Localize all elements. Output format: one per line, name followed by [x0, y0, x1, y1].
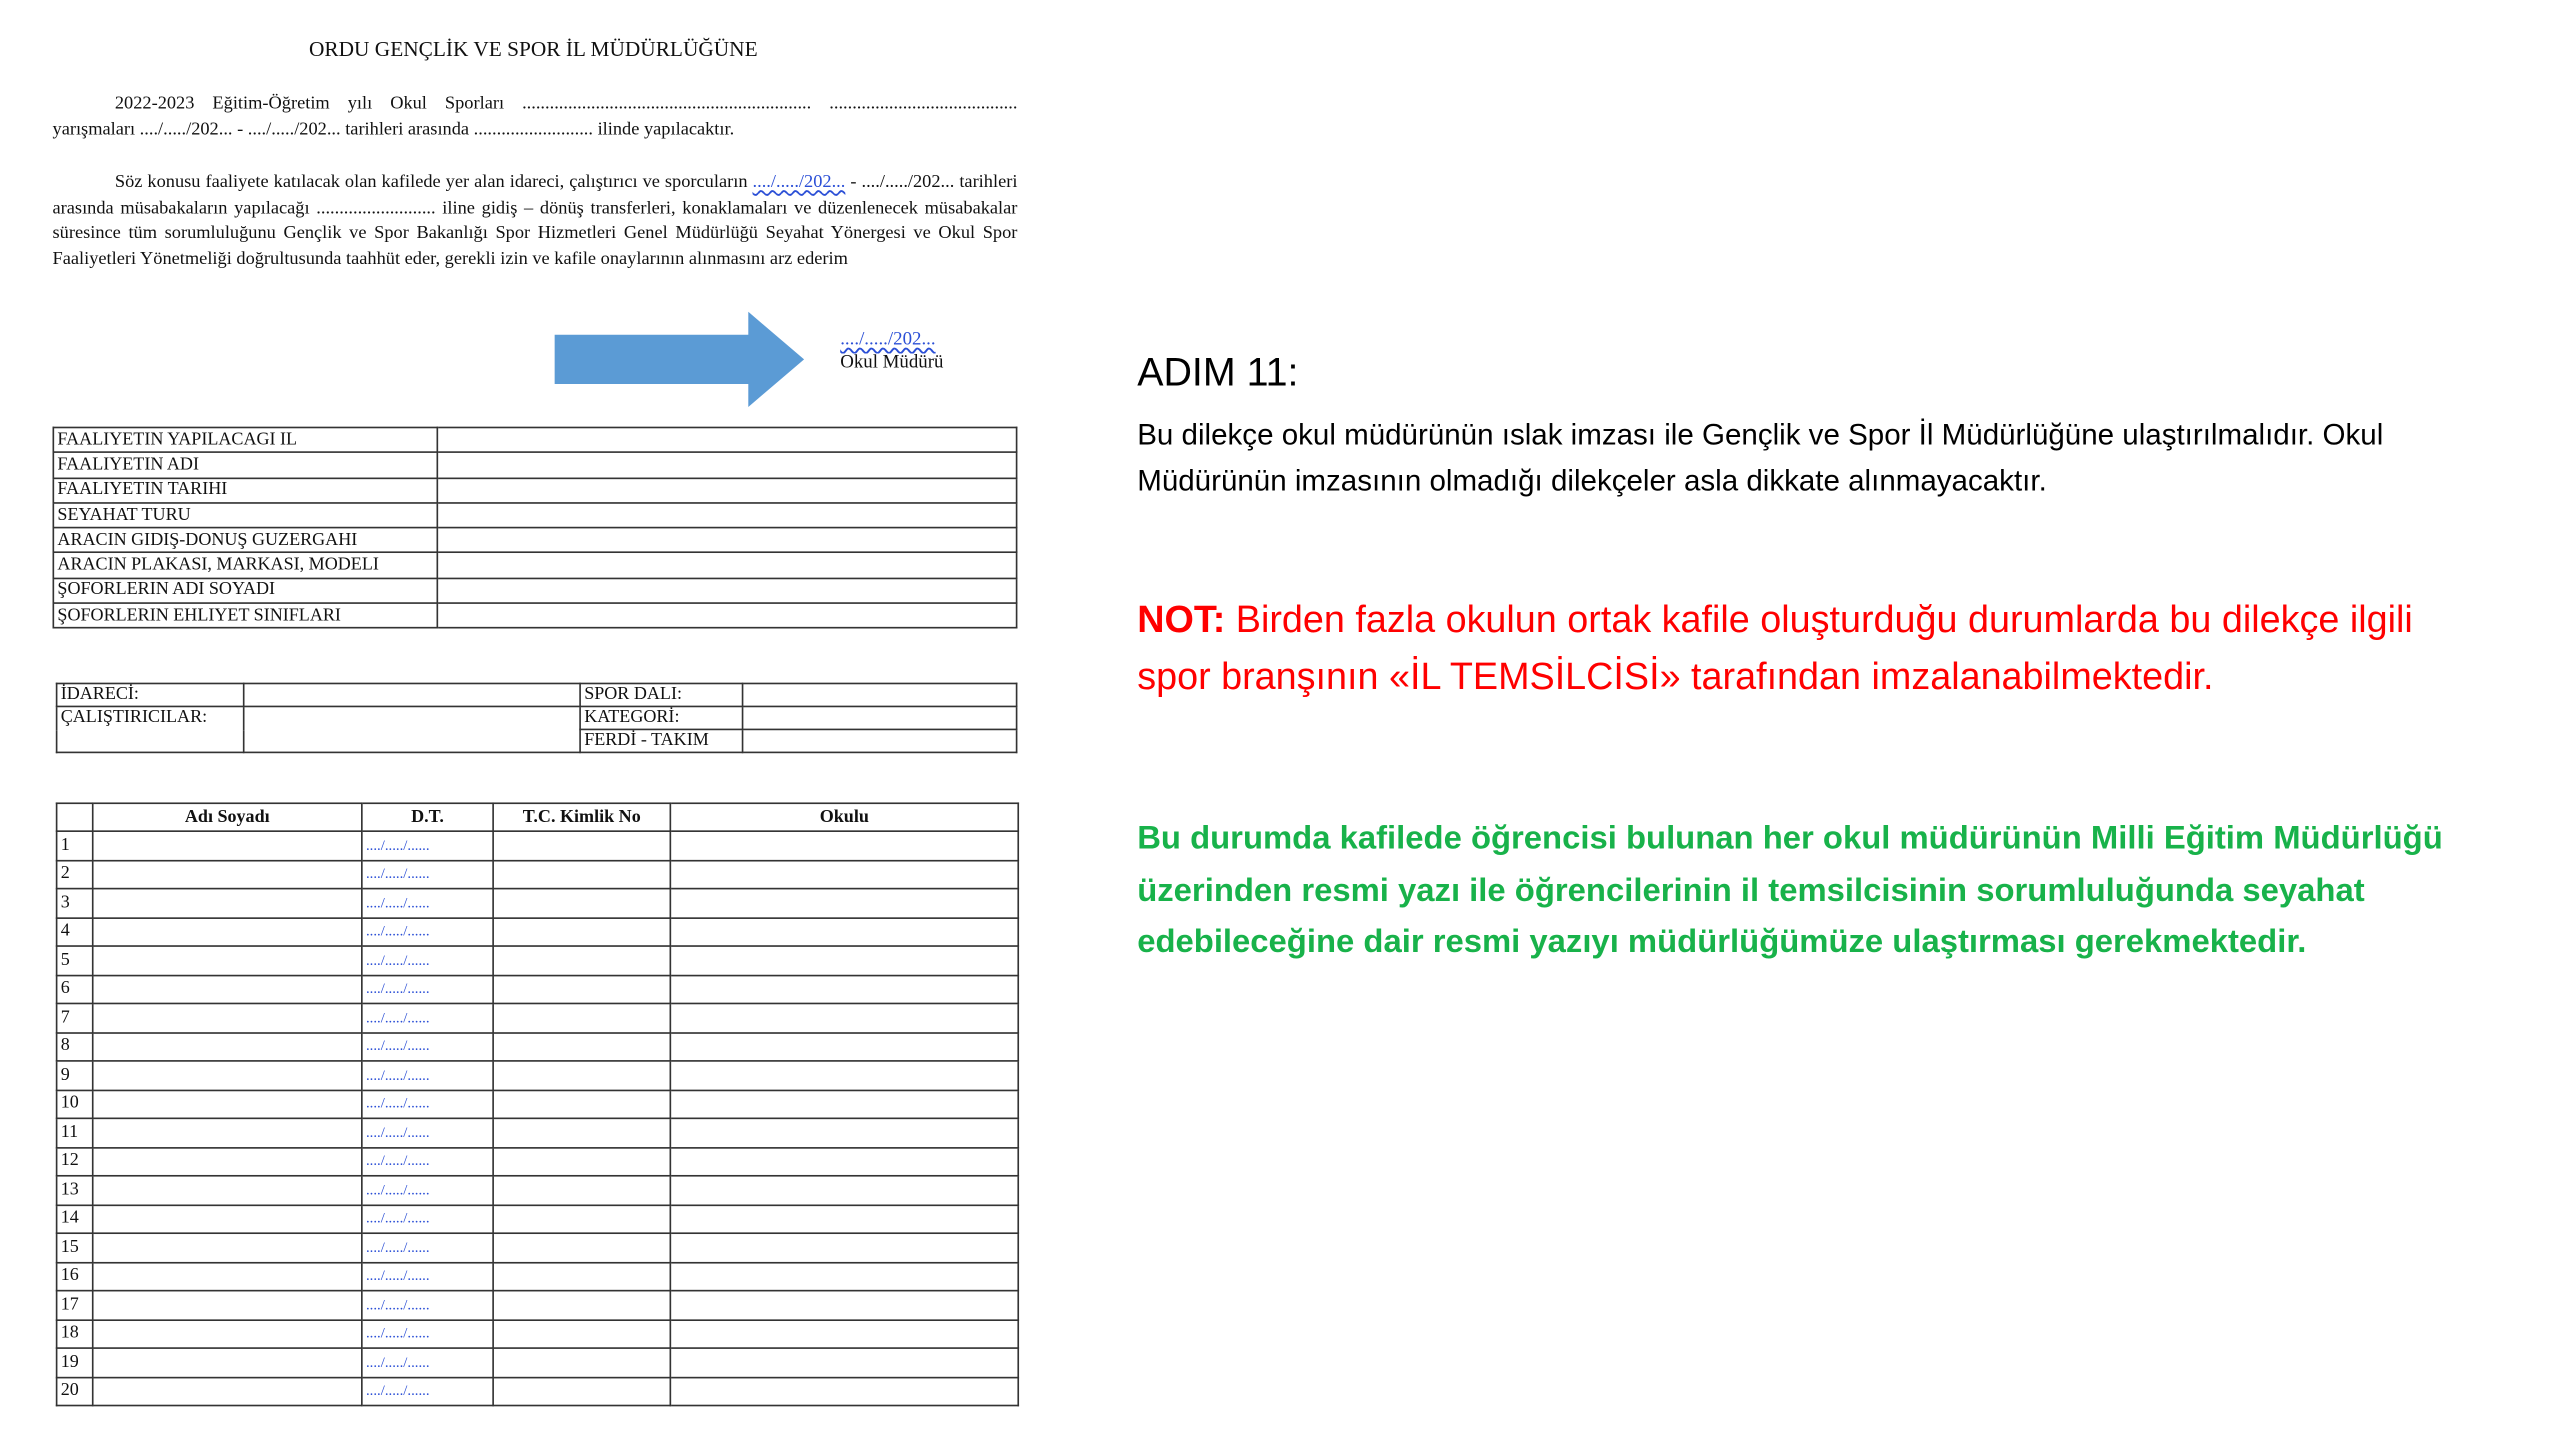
athlete-row-number: 15: [57, 1233, 93, 1262]
athlete-name-cell[interactable]: [93, 1090, 362, 1119]
athlete-school-cell[interactable]: [670, 1061, 1018, 1090]
athlete-birthdate-cell[interactable]: [362, 1319, 493, 1348]
athlete-row: [57, 860, 1019, 889]
athlete-tc-cell[interactable]: [493, 1090, 670, 1119]
athlete-row-number: 9: [57, 1061, 93, 1090]
athlete-row: [57, 1348, 1019, 1377]
spor-dali-value[interactable]: [743, 683, 1017, 706]
athlete-tc-cell[interactable]: [493, 1291, 670, 1320]
info-row-label: ARACIN PLAKASI, MARKASI, MODELI: [53, 553, 437, 578]
athlete-row-number: 2: [57, 860, 93, 889]
athlete-row-number: 1: [57, 831, 93, 860]
athlete-birthdate-cell[interactable]: [362, 1377, 493, 1406]
athlete-birthdate-cell[interactable]: [362, 1061, 493, 1090]
athlete-name-cell[interactable]: [93, 889, 362, 918]
athlete-name-cell[interactable]: [93, 1147, 362, 1176]
para1-line-c: .......................... ilinde yapılacaktır.: [473, 119, 735, 139]
athlete-school-cell[interactable]: [670, 1032, 1018, 1061]
athlete-name-cell[interactable]: [93, 831, 362, 860]
athlete-birthdate-cell[interactable]: [362, 831, 493, 860]
spor-dali-label: SPOR DALI:: [580, 683, 742, 706]
athlete-row: [57, 1147, 1019, 1176]
athlete-birthdate-cell[interactable]: [362, 1291, 493, 1320]
para2-date: ..../...../202...: [752, 172, 846, 192]
athlete-birthdate-placeholder: ..../...../......: [365, 836, 430, 853]
athlete-school-cell[interactable]: [670, 1233, 1018, 1262]
athlete-birthdate-placeholder: ..../...../......: [365, 1008, 430, 1026]
athlete-row-number: 16: [57, 1262, 93, 1291]
athlete-row-number: 11: [57, 1118, 93, 1147]
athlete-birthdate-placeholder: ..../...../......: [365, 1353, 430, 1370]
athlete-birthdate-cell[interactable]: [362, 1118, 493, 1147]
athlete-name-cell[interactable]: [93, 1118, 362, 1147]
note-label: NOT:: [1137, 597, 1226, 640]
athlete-school-cell[interactable]: [670, 1003, 1018, 1032]
athlete-birthdate-placeholder: ..../...../......: [365, 865, 430, 882]
athletes-header-cell: D.T.: [362, 803, 493, 831]
athlete-row-number: 5: [57, 946, 93, 975]
info-row: [53, 603, 1016, 628]
athlete-school-cell[interactable]: [670, 1118, 1018, 1147]
athlete-school-cell[interactable]: [670, 1348, 1018, 1377]
athlete-row-number: 17: [57, 1291, 93, 1320]
step-body: Bu dilekçe okul müdürünün ıslak imzası ile Gençlik ve Spor İl Müdürlüğüne ulaştırılmalıdır. Okul Müdürünün imzasının olmadığı dilekçeler asla dikkate alınmayacaktır.: [1137, 418, 2384, 498]
athlete-birthdate-placeholder: ..../...../......: [365, 1037, 430, 1054]
athlete-row-number: 7: [57, 1003, 93, 1032]
athlete-school-cell[interactable]: [670, 889, 1018, 918]
athlete-school-cell[interactable]: [670, 831, 1018, 860]
info-row: [53, 503, 1016, 528]
athlete-birthdate-placeholder: ..../...../......: [365, 1324, 430, 1342]
athlete-name-cell[interactable]: [93, 1204, 362, 1233]
athlete-row-number: 12: [57, 1147, 93, 1176]
athlete-tc-cell[interactable]: [493, 917, 670, 946]
info-row-label: FAALIYETIN ADI: [53, 453, 437, 478]
athlete-birthdate-cell[interactable]: [362, 1147, 493, 1176]
signature-date: ..../...../202...: [840, 329, 936, 350]
athlete-row-number: 4: [57, 917, 93, 946]
athlete-row-number: 14: [57, 1204, 93, 1233]
athlete-tc-cell[interactable]: [493, 1262, 670, 1291]
athlete-birthdate-cell[interactable]: [362, 917, 493, 946]
athlete-name-cell[interactable]: [93, 1377, 362, 1406]
info-row-value[interactable]: [437, 578, 1016, 603]
athlete-birthdate-cell[interactable]: [362, 1032, 493, 1061]
info-row-value[interactable]: [437, 603, 1016, 628]
info-row-label: FAALIYETIN TARIHI: [53, 478, 437, 503]
athlete-birthdate-cell[interactable]: [362, 1090, 493, 1119]
athlete-row: [57, 1090, 1019, 1119]
athlete-birthdate-placeholder: ..../...../......: [365, 1382, 430, 1399]
athlete-row: [57, 946, 1019, 975]
athlete-school-cell[interactable]: [670, 1204, 1018, 1233]
activity-info-table: [53, 427, 1018, 629]
athlete-row-number: 20: [57, 1377, 93, 1406]
ferdi-takim-value[interactable]: [743, 729, 1017, 752]
info-row: [53, 453, 1016, 478]
staff-table: [56, 683, 1018, 754]
para2-line-b: - ..../...../202... tarihleri arasında müsabakaların yapılacağı .......................... iline gidiş – dönüş transferleri, konaklamaları ve düzenlenecek müsabakalar süresince tüm sorumluluğunu Gençlik ve Spor Bakanlığı Spor Hizmetleri Genel Müdürlüğü Seyahat Yönergesi ve Okul Spor Faaliyetleri Yönetmeliği doğrultusunda taahhüt eder, gerekli izin ve kafile onaylarının alınmasını arz ederim: [52, 172, 1018, 269]
ferdi-takim-label: FERDİ - TAKIM: [580, 729, 742, 752]
athlete-tc-cell[interactable]: [493, 1176, 670, 1205]
athlete-row: [57, 975, 1019, 1004]
athlete-row: [57, 1233, 1019, 1262]
athlete-name-cell[interactable]: [93, 1176, 362, 1205]
athlete-birthdate-placeholder: ..../...../......: [365, 1267, 430, 1284]
athlete-name-cell[interactable]: [93, 1348, 362, 1377]
athlete-row-number: 19: [57, 1348, 93, 1377]
note-text: Birden fazla okulun ortak kafile oluşturduğu durumlarda bu dilekçe ilgili spor branşının «İL TEMSİLCİSİ» tarafından imzalanabilmektedir.: [1137, 597, 2413, 698]
info-row: [53, 578, 1016, 603]
athlete-row-number: 3: [57, 889, 93, 918]
athlete-school-cell[interactable]: [670, 1319, 1018, 1348]
kategori-value[interactable]: [743, 706, 1017, 729]
athlete-school-cell[interactable]: [670, 1377, 1018, 1406]
athlete-tc-cell[interactable]: [493, 1319, 670, 1348]
athlete-school-cell[interactable]: [670, 1291, 1018, 1320]
athlete-birthdate-placeholder: ..../...../......: [365, 1181, 430, 1198]
athlete-school-cell[interactable]: [670, 917, 1018, 946]
athlete-birthdate-cell[interactable]: [362, 1176, 493, 1205]
athlete-row: [57, 1118, 1019, 1147]
athlete-school-cell[interactable]: [670, 1090, 1018, 1119]
signature-block: [840, 328, 943, 374]
para2-line-a: Söz konusu faaliyete katılacak olan kafilede yer alan idareci, çalıştırıcı ve sporcuların: [114, 172, 748, 192]
athlete-tc-cell[interactable]: [493, 1061, 670, 1090]
info-row-value[interactable]: [437, 478, 1016, 503]
athlete-tc-cell[interactable]: [493, 889, 670, 918]
step-title: ADIM 11:: [1137, 351, 1299, 396]
athlete-row: [57, 831, 1019, 860]
athlete-birthdate-placeholder: ..../...../......: [365, 922, 430, 940]
document-paragraph-1: [53, 92, 1018, 143]
athlete-birthdate-placeholder: ..../...../......: [365, 1066, 430, 1083]
athlete-birthdate-cell[interactable]: [362, 860, 493, 889]
idareci-label: İDARECİ:: [57, 683, 244, 706]
athlete-birthdate-placeholder: ..../...../......: [365, 1152, 430, 1169]
athlete-school-cell[interactable]: [670, 860, 1018, 889]
idareci-value[interactable]: [244, 683, 580, 706]
info-row-value[interactable]: [437, 427, 1016, 452]
info-row-value[interactable]: [437, 503, 1016, 528]
athlete-birthdate-cell[interactable]: [362, 1348, 493, 1377]
document-paragraph-2: [53, 171, 1018, 273]
athlete-tc-cell[interactable]: [493, 1377, 670, 1406]
athlete-name-cell[interactable]: [93, 1233, 362, 1262]
athlete-birthdate-cell[interactable]: [362, 889, 493, 918]
athlete-row: [57, 1061, 1019, 1090]
info-row-label: ŞOFORLERIN ADI SOYADI: [53, 578, 437, 603]
athlete-row: [57, 1262, 1019, 1291]
athlete-birthdate-cell[interactable]: [362, 1233, 493, 1262]
athlete-name-cell[interactable]: [93, 975, 362, 1004]
right-arrow-icon: [551, 309, 807, 411]
athlete-birthdate-cell[interactable]: [362, 1003, 493, 1032]
athlete-name-cell[interactable]: [93, 1032, 362, 1061]
athlete-row: [57, 1377, 1019, 1406]
athlete-birthdate-placeholder: ..../...../......: [365, 1209, 430, 1227]
info-row-label: ŞOFORLERIN EHLIYET SINIFLARI: [53, 603, 437, 628]
info-row-value[interactable]: [437, 453, 1016, 478]
athlete-birthdate-placeholder: ..../...../......: [365, 1238, 430, 1255]
athlete-tc-cell[interactable]: [493, 1233, 670, 1262]
athlete-tc-cell[interactable]: [493, 1032, 670, 1061]
athlete-tc-cell[interactable]: [493, 1348, 670, 1377]
athlete-row: [57, 1291, 1019, 1320]
note-block: [1137, 591, 2483, 706]
athlete-birthdate-cell[interactable]: [362, 1262, 493, 1291]
signature-title: Okul Müdürü: [840, 352, 944, 373]
athlete-tc-cell[interactable]: [493, 1147, 670, 1176]
athlete-row-number: 18: [57, 1319, 93, 1348]
athlete-name-cell[interactable]: [93, 946, 362, 975]
athlete-school-cell[interactable]: [670, 1176, 1018, 1205]
info-row: [53, 553, 1016, 578]
calistiricilar-value[interactable]: [244, 706, 580, 752]
athlete-name-cell[interactable]: [93, 1061, 362, 1090]
athlete-birthdate-placeholder: ..../...../......: [365, 1123, 430, 1141]
athlete-tc-cell[interactable]: [493, 1118, 670, 1147]
athlete-birthdate-placeholder: ..../...../......: [365, 1295, 430, 1313]
athlete-tc-cell[interactable]: [493, 946, 670, 975]
info-row: [53, 528, 1016, 553]
athlete-row: [57, 1176, 1019, 1205]
athlete-name-cell[interactable]: [93, 860, 362, 889]
document-title: ORDU GENÇLİK VE SPOR İL MÜDÜRLÜĞÜNE: [309, 36, 758, 61]
athletes-header-cell: [57, 803, 93, 831]
info-row: [53, 427, 1016, 452]
info-row-value[interactable]: [437, 553, 1016, 578]
kategori-label: KATEGORİ:: [580, 706, 742, 729]
athlete-birthdate-placeholder: ..../...../......: [365, 1094, 430, 1112]
athletes-header-cell: Okulu: [670, 803, 1018, 831]
calistiricilar-label: ÇALIŞTIRICILAR:: [57, 706, 244, 752]
athletes-table: [56, 802, 1019, 1406]
athlete-birthdate-cell[interactable]: [362, 1204, 493, 1233]
athlete-birthdate-placeholder: ..../...../......: [365, 980, 430, 997]
athletes-header-cell: Adı Soyadı: [93, 803, 362, 831]
info-row-label: ARACIN GIDIŞ-DONUŞ GUZERGAHI: [53, 528, 437, 553]
info-row: [53, 478, 1016, 503]
athlete-birthdate-placeholder: ..../...../......: [365, 951, 430, 968]
athletes-header-cell: T.C. Kimlik No: [493, 803, 670, 831]
athlete-name-cell[interactable]: [93, 1262, 362, 1291]
para1-line-b: ......................................... yarışmaları ..../...../202... - ..../...../202... tarihleri arasında: [52, 93, 1018, 139]
athlete-school-cell[interactable]: [670, 946, 1018, 975]
athlete-tc-cell[interactable]: [493, 975, 670, 1004]
athlete-row: [57, 889, 1019, 918]
athlete-row: [57, 1204, 1019, 1233]
athlete-row: [57, 1032, 1019, 1061]
info-row-value[interactable]: [437, 528, 1016, 553]
athlete-name-cell[interactable]: [93, 1319, 362, 1348]
athlete-row: [57, 1319, 1019, 1348]
athlete-birthdate-cell[interactable]: [362, 946, 493, 975]
athlete-tc-cell[interactable]: [493, 860, 670, 889]
athlete-school-cell[interactable]: [670, 1262, 1018, 1291]
athlete-school-cell[interactable]: [670, 1147, 1018, 1176]
athlete-name-cell[interactable]: [93, 1291, 362, 1320]
athlete-row: [57, 917, 1019, 946]
athlete-name-cell[interactable]: [93, 1003, 362, 1032]
athlete-row-number: 13: [57, 1176, 93, 1205]
athlete-tc-cell[interactable]: [493, 1204, 670, 1233]
info-row-label: FAALIYETIN YAPILACAGI IL: [53, 427, 437, 452]
athlete-birthdate-placeholder: ..../...../......: [365, 893, 430, 911]
athlete-row-number: 6: [57, 975, 93, 1004]
athlete-tc-cell[interactable]: [493, 1003, 670, 1032]
athlete-name-cell[interactable]: [93, 917, 362, 946]
athlete-birthdate-cell[interactable]: [362, 975, 493, 1004]
info-row-label: SEYAHAT TURU: [53, 503, 437, 528]
athlete-row-number: 8: [57, 1032, 93, 1061]
athlete-row: [57, 1003, 1019, 1032]
athlete-row-number: 10: [57, 1090, 93, 1119]
athlete-tc-cell[interactable]: [493, 831, 670, 860]
para1-line-a: 2022-2023 Eğitim-Öğretim yılı Okul Sporları ...............................................................: [114, 93, 812, 114]
green-note: Bu durumda kafilede öğrencisi bulunan her okul müdürünün Milli Eğitim Müdürlüğü üzerinden resmi yazı ile öğrencilerinin il temsilcisinin sorumluluğunda seyahat edebileceğine dair resmi yazıyı müdürlüğümüze ulaştırması gerekmektedir.: [1137, 820, 2443, 960]
athlete-school-cell[interactable]: [670, 975, 1018, 1004]
